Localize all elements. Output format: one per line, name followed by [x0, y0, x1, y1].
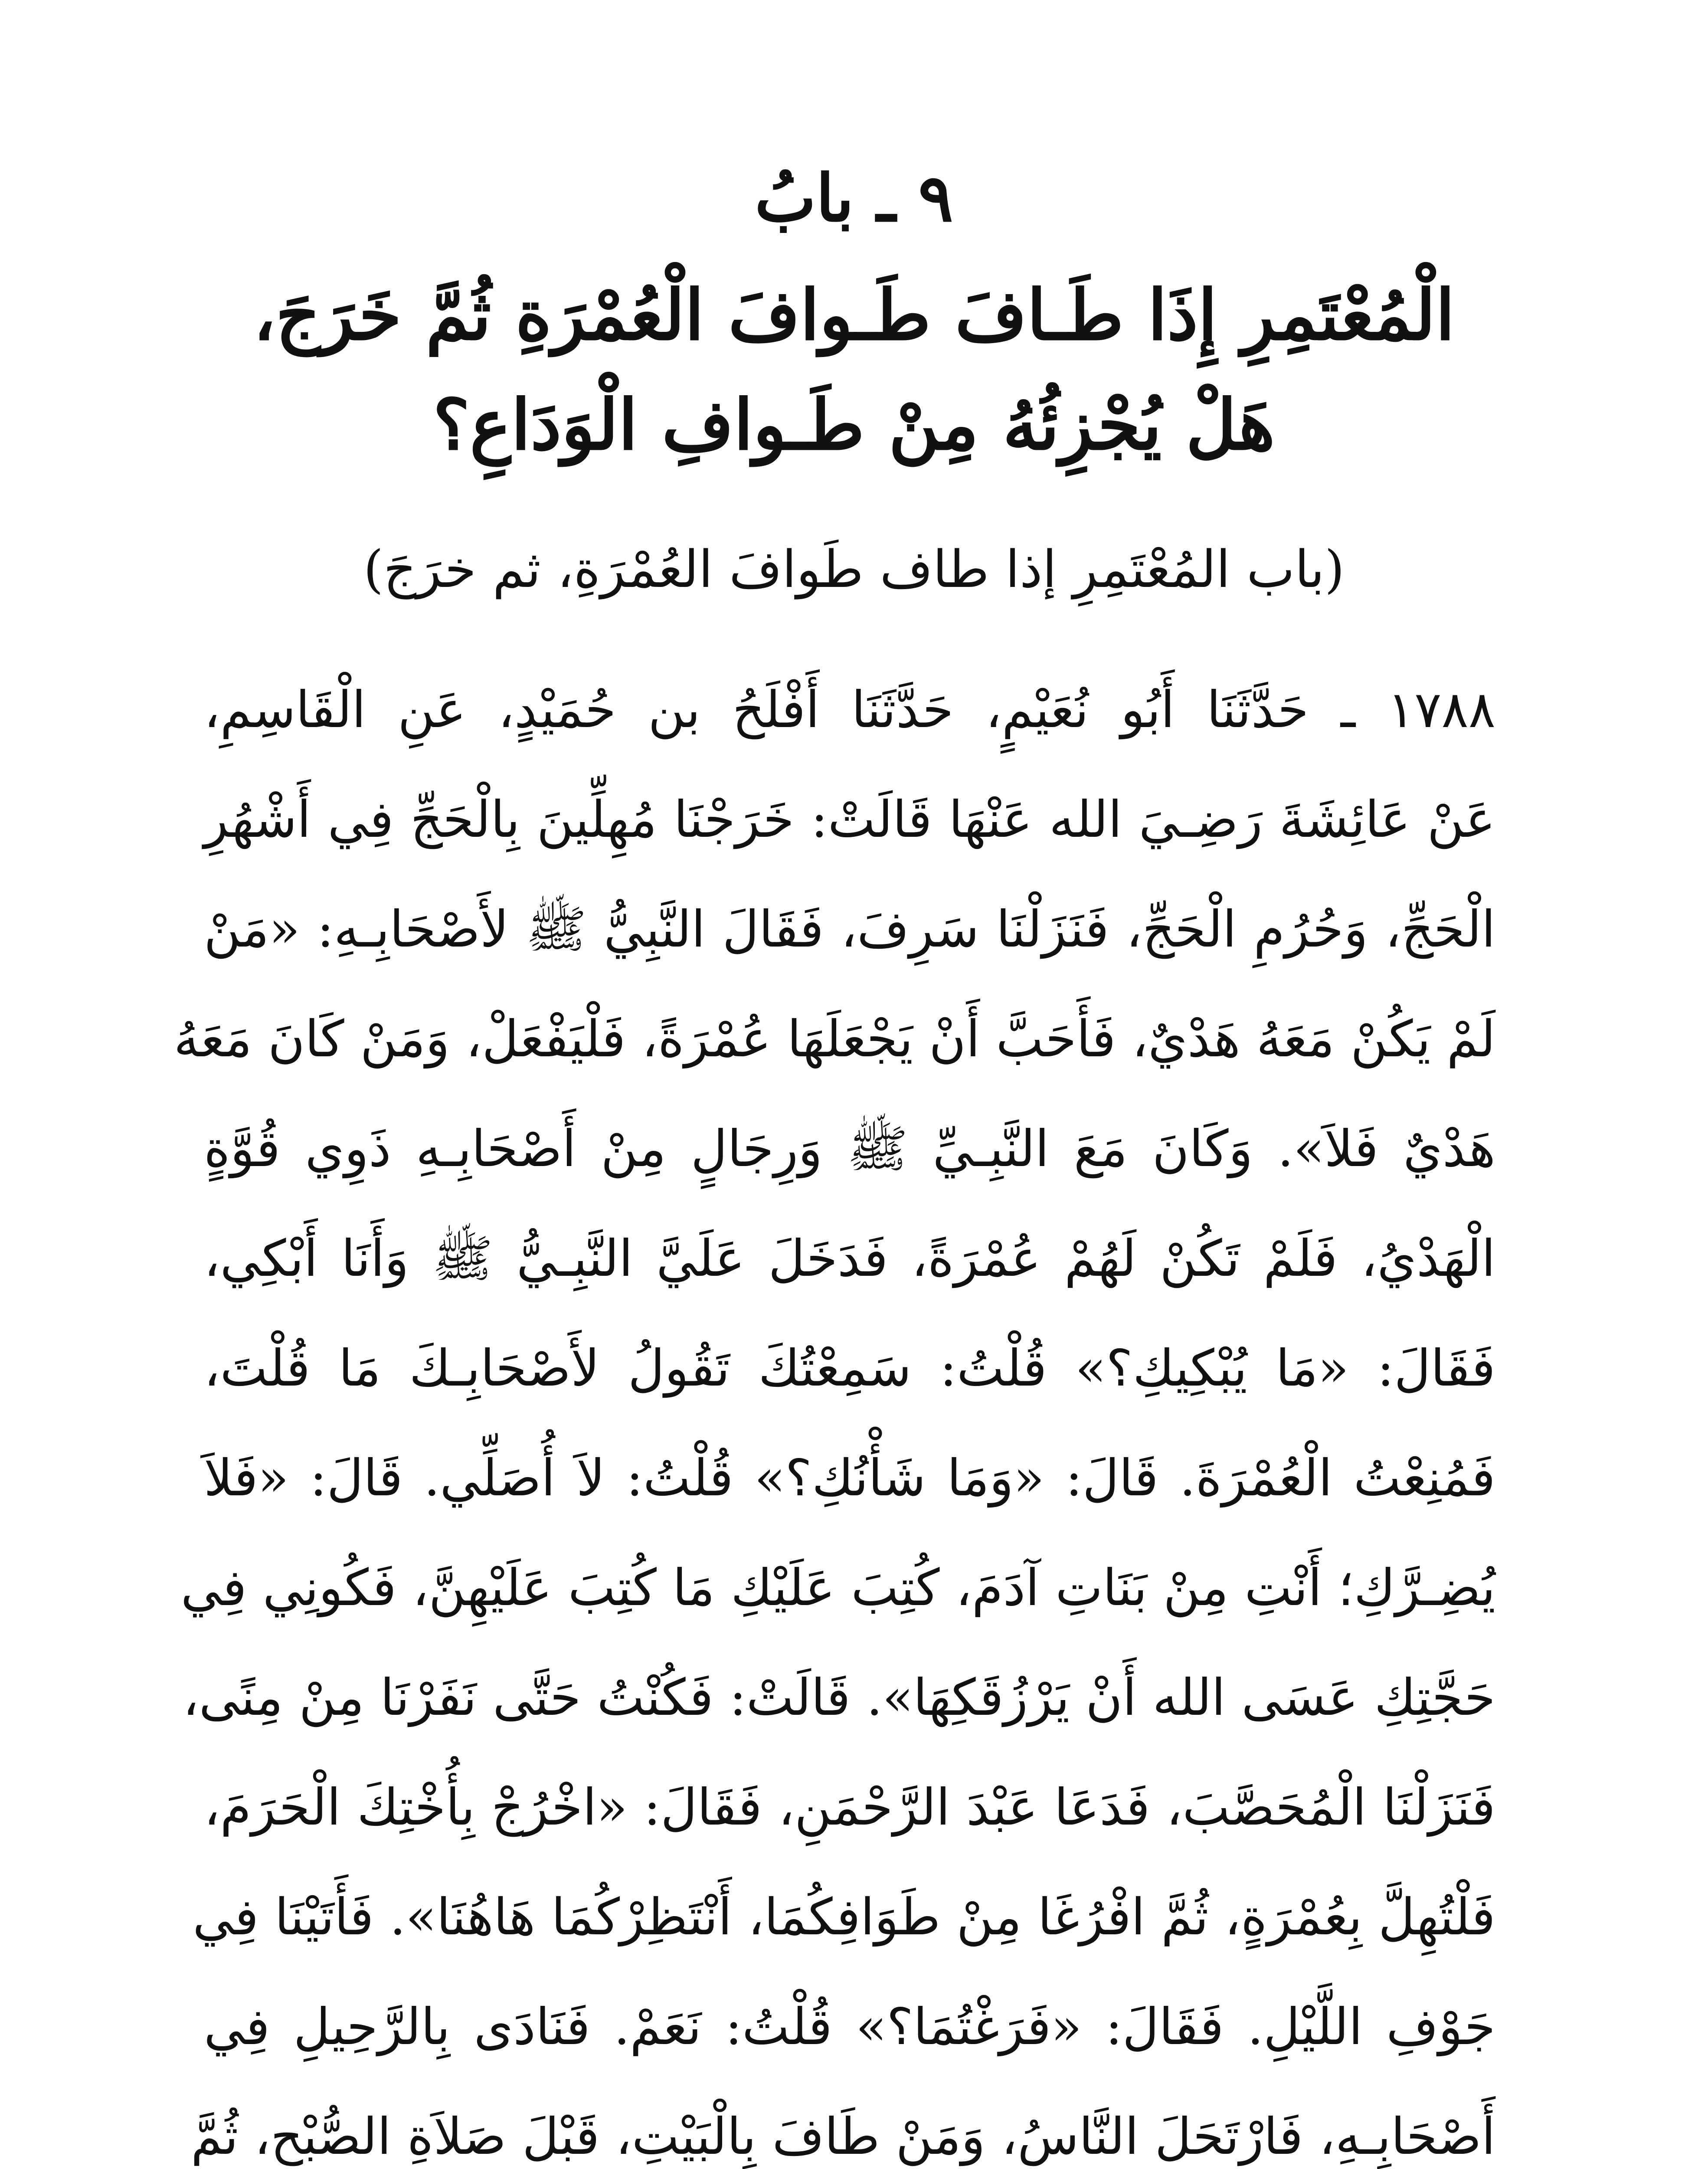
hadith-line: يُضِـرَّكِ؛ أَنْتِ مِنْ بَنَاتِ آدَمَ، كُتِبَ عَلَيْكِ مَا كُتِبَ عَلَيْهِنَّ، فَكُونِي فِي — [180, 1559, 1495, 1617]
hadith-line: الْهَدْيُ، فَلَمْ تَكُنْ لَهُمْ عُمْرَةً، فَدَخَلَ عَلَيَّ النَّبِـيُّ ﷺ وَأَنَا أَبْكِي، — [204, 1229, 1495, 1288]
chapter-title-line: هَلْ يُجْزِئُهُ مِنْ طَـوافِ الْوَدَاعِ؟ — [433, 383, 1275, 465]
hadith-line: فَمُنِعْتُ الْعُمْرَةَ. قَالَ: «وَمَا شَأْنُكِ؟» قُلْتُ: لاَ أُصَلِّي. قَالَ: «فَلاَ — [204, 1449, 1495, 1507]
hadith-line: هَدْيٌ فَلاَ». وَكَانَ مَعَ النَّبِـيِّ ﷺ وَرِجَالٍ مِنْ أَصْحَابِـهِ ذَوِي قُوَّةٍ — [204, 1120, 1495, 1178]
hadith-line: عَنْ عَائِشَةَ رَضِـيَ الله عَنْهَا قَالَتْ: خَرَجْنَا مُهِلِّينَ بِالْحَجِّ فِي أَشْهُرِ — [204, 790, 1495, 849]
hadith-line: فَنَزَلْنَا الْمُحَصَّبَ، فَدَعَا عَبْدَ الرَّحْمَنِ، فَقَالَ: «اخْرُجْ بِأُخْتِكَ الْحَرَمَ، — [204, 1778, 1495, 1837]
chapter-number: ٩ ـ بابُ — [755, 160, 953, 236]
hadith-line: حَجَّتِكِ عَسَى الله أَنْ يَرْزُقَكِهَا». قَالَتْ: فَكُنْتُ حَتَّى نَفَرْنَا مِنْ مِنًى، — [183, 1668, 1495, 1727]
hadith-line: الْحَجِّ، وَحُرُمِ الْحَجِّ، فَنَزَلْنَا سَرِفَ، فَقَالَ النَّبِيُّ ﷺ لأَصْحَابِـهِ: «مَنْ — [204, 900, 1495, 959]
hadith-line: فَقَالَ: «مَا يُبْكِيكِ؟» قُلْتُ: سَمِعْتُكَ تَقُولُ لأَصْحَابِـكَ مَا قُلْتَ، — [204, 1339, 1495, 1398]
chapter-title — [182, 260, 1526, 480]
hadith-line: ١٧٨٨ ـ حَدَّثَنَا أَبُو نُعَيْمٍ، حَدَّثَنَا أَفْلَحُ بن حُمَيْدٍ، عَنِ الْقَاسِمِ، — [204, 681, 1495, 739]
chapter-title-line: الْمُعْتَمِرِ إِذَا طَـافَ طَـوافَ الْعُمْرَةِ ثُمَّ خَرَجَ، — [253, 274, 1455, 356]
hadith-line: فَلْتُهِلَّ بِعُمْرَةٍ، ثُمَّ افْرُغَا مِنْ طَوَافِكُمَا، أَنْتَظِرْكُمَا هَاهُنَا». فَأَتَيْنَا فِي — [193, 1888, 1495, 1946]
hadith-line: أَصْحَابِـهِ، فَارْتَحَلَ النَّاسُ، وَمَنْ طَافَ بِالْبَيْتِ، قَبْلَ صَلاَةِ الصُّبْحِ، ثُمَّ — [191, 2107, 1495, 2166]
hadith-line: لَمْ يَكُنْ مَعَهُ هَدْيٌ، فَأَحَبَّ أَنْ يَجْعَلَهَا عُمْرَةً، فَلْيَفْعَلْ، وَمَنْ كَانَ مَعَهُ — [173, 1010, 1495, 1068]
chapter-sub-heading: (باب المُعْتَمِرِ إذا طاف طَوافَ العُمْرَةِ، ثم خرَجَ) — [363, 539, 1345, 599]
hadith-text — [173, 655, 1495, 2169]
hadith-line: جَوْفِ اللَّيْلِ. فَقَالَ: «فَرَغْتُمَا؟» قُلْتُ: نَعَمْ. فَنَادَى بِالرَّحِيلِ فِي — [204, 1998, 1495, 2056]
